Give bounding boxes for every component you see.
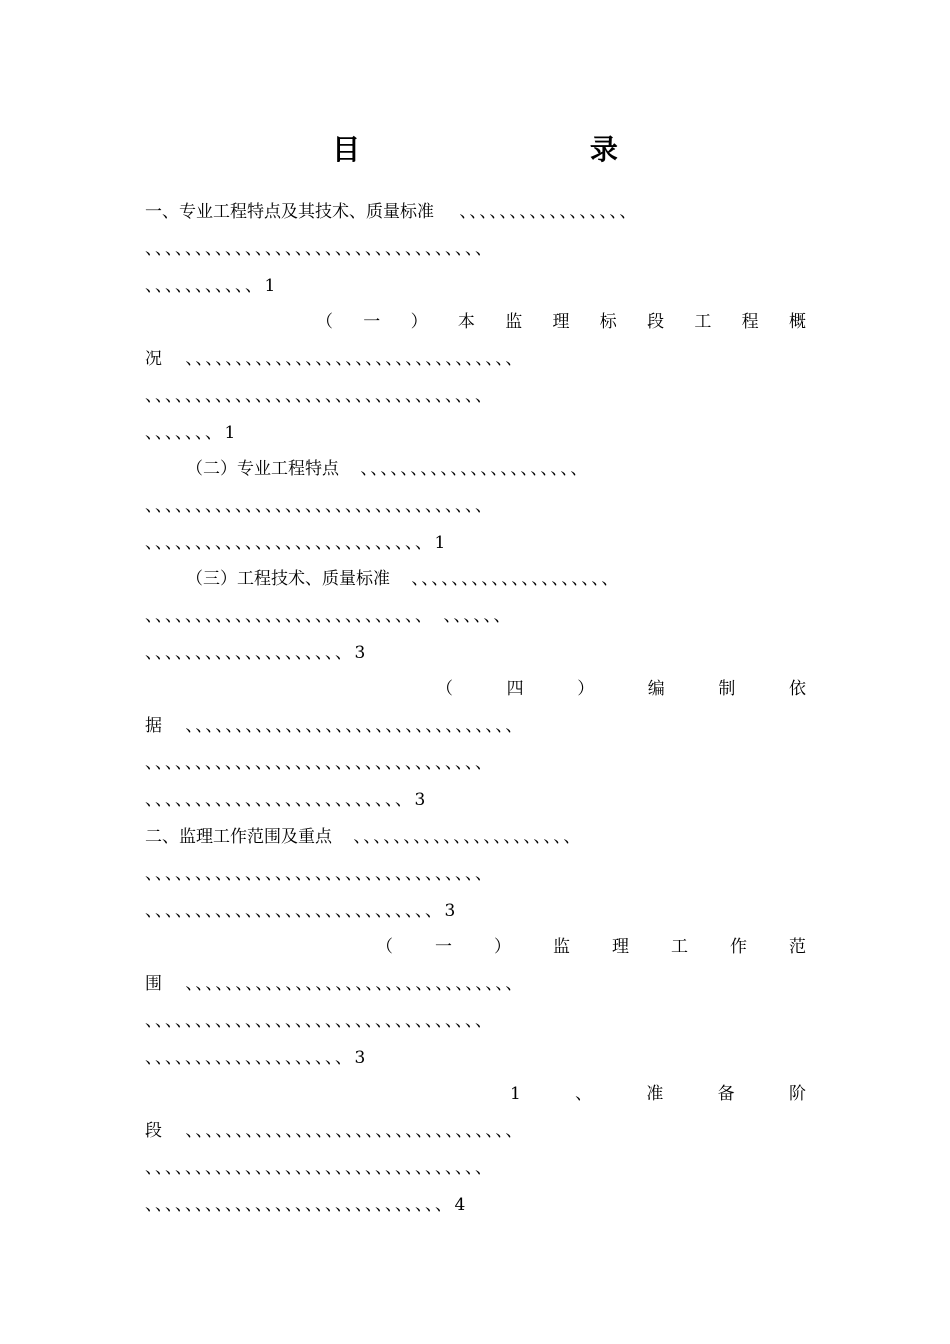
toc-entry-label: 二、监理工作范围及重点: [145, 827, 332, 847]
leader-dots: 、、、、、、、、、、、、、、、、、、、、: [145, 643, 354, 663]
toc-entry-char: 备: [717, 1084, 735, 1104]
toc-entry-char: 一: [435, 937, 452, 957]
toc-entry-justified: [510, 1076, 806, 1113]
toc-entry-char: 本: [457, 312, 475, 332]
toc-entry-char: （: [316, 312, 333, 332]
toc-entry-label: （三）工程技术、质量标准: [186, 569, 390, 589]
toc-entry-char: 工: [694, 312, 712, 332]
leader-dots: 、、、、、、、、、、、、、、、、、、、、、、: [353, 827, 582, 847]
leader-dots: 、、、、、、、、、、、、、、、、、、、、: [411, 569, 620, 589]
toc-entry-label: 据: [145, 716, 162, 736]
leader-dots: 、、、、、、、、、、、、、、、、、、、、、、、、、、: [145, 790, 414, 810]
page-number[interactable]: 3: [414, 790, 426, 810]
toc-entry-char: 概: [788, 312, 806, 332]
toc-entry-char: 范: [789, 937, 806, 957]
toc-entry-char: 、: [575, 1084, 593, 1104]
toc-line: [145, 782, 807, 819]
leader-dots: 、、、、、、、、、、、、、、、、、、、、、、、、、、、、、、、、、: [185, 1121, 524, 1141]
leader-dots: 、、、、、、、、、、、、、、、、、、、、、、、、、、、、、、、、、、: [145, 496, 494, 516]
toc-line: [145, 1187, 807, 1224]
toc-entry-char: 作: [730, 937, 747, 957]
toc-entry-label: 一、专业工程特点及其技术、质量标准: [145, 202, 434, 222]
toc-line: [145, 1003, 807, 1040]
toc-entry-char: ）: [494, 937, 511, 957]
toc-entry-label: 围: [145, 974, 162, 994]
toc-line: [145, 966, 807, 1003]
toc-entry-char: 标: [599, 312, 617, 332]
toc-entry-char: 工: [671, 937, 688, 957]
toc-line: [145, 268, 807, 305]
page-number[interactable]: 3: [354, 643, 366, 663]
toc-line: [145, 231, 807, 268]
toc-line: [145, 488, 807, 525]
leader-dots: 、、、、、、、、、、、、、、、、、: [459, 202, 638, 222]
leader-dots: 、、、、、、、、、、、、、、、、、、、、、、、、、、、、、、、、、: [185, 349, 524, 369]
leader-dots: 、、、、、、、、、、、、、、、、、、、、、、、、、、、、、、: [145, 1195, 454, 1215]
toc-entry-justified: [436, 671, 806, 708]
toc-entry-char: 阶: [788, 1084, 806, 1104]
toc-entry-char: 监: [553, 937, 570, 957]
toc-entry-char: 段: [647, 312, 665, 332]
toc-entry-label: 况: [145, 349, 162, 369]
toc-line: [145, 451, 807, 488]
toc-line: [145, 341, 807, 378]
leader-dots: 、、、、、、、、、、、、、、、、、、、、、、、、、、、、、、、、、: [185, 716, 524, 736]
toc-line: [145, 1150, 807, 1187]
leader-dots: 、、、、、、、、、、、、、、、、、、、、: [145, 1048, 354, 1068]
leader-dots: 、、、、、、、、、、、: [145, 276, 264, 296]
toc-line: [145, 893, 807, 930]
toc-entry-char: 制: [718, 679, 736, 699]
leader-dots: 、、、、、、、、、、、、、、、、、、、、、、、、、、、、、、、、、、: [145, 864, 494, 884]
toc-line: [145, 561, 807, 598]
toc-line: [145, 819, 807, 856]
leader-dots: 、、、、、、、、、、、、、、、、、、、、、、、、、、、、 、、、、、、: [145, 606, 512, 626]
toc-entry-char: 一: [363, 312, 381, 332]
toc-line: [145, 525, 807, 562]
toc-line: [145, 1040, 807, 1077]
toc-entry-char: 依: [788, 679, 806, 699]
toc-entry-label: 段: [145, 1121, 162, 1141]
toc-entry-char: （: [436, 679, 453, 699]
toc-line: [145, 708, 807, 745]
toc-entry-justified: [376, 929, 806, 966]
leader-dots: 、、、、、、、、、、、、、、、、、、、、、、、、、、、、、、、、、、: [145, 386, 494, 406]
leader-dots: 、、、、、、、、、、、、、、、、、、、、、、、、、、、、、、、、、、: [145, 1011, 494, 1031]
leader-dots: 、、、、、、、、、、、、、、、、、、、、、、、、、、、、: [145, 533, 434, 553]
page-number[interactable]: 1: [264, 276, 276, 296]
toc-entry-char: 编: [647, 679, 665, 699]
toc-entry-label: （二）专业工程特点: [186, 459, 339, 479]
leader-dots: 、、、、、、、: [145, 423, 224, 443]
page-number[interactable]: 3: [444, 901, 456, 921]
toc-line: [145, 415, 807, 452]
toc-line: [145, 598, 807, 635]
toc-entry-char: ）: [577, 679, 595, 699]
toc-line: [145, 1113, 807, 1150]
toc-line: [145, 378, 807, 415]
toc-entry-char: 程: [741, 312, 759, 332]
toc-line: [145, 194, 807, 231]
page-number[interactable]: 1: [434, 533, 446, 553]
page-number[interactable]: 3: [354, 1048, 366, 1068]
leader-dots: 、、、、、、、、、、、、、、、、、、、、、、、、、、、、、、、、、、: [145, 753, 494, 773]
toc-line: [145, 856, 807, 893]
toc-entry-char: 理: [612, 937, 629, 957]
toc-line: [145, 745, 807, 782]
toc-entry-char: ）: [410, 312, 428, 332]
toc-entry-char: 监: [505, 312, 523, 332]
toc-line: [145, 635, 807, 672]
leader-dots: 、、、、、、、、、、、、、、、、、、、、、、、、、、、、、、、、、: [185, 974, 524, 994]
page-number[interactable]: 1: [224, 423, 236, 443]
leader-dots: 、、、、、、、、、、、、、、、、、、、、、、: [360, 459, 589, 479]
toc-entry-char: 准: [646, 1084, 664, 1104]
toc-entry-char: 1: [510, 1084, 521, 1104]
toc-entry-char: 理: [552, 312, 570, 332]
toc-entry-char: （: [376, 937, 393, 957]
toc-entry-char: 四: [506, 679, 524, 699]
toc-title: 目 录: [332, 133, 728, 166]
leader-dots: 、、、、、、、、、、、、、、、、、、、、、、、、、、、、、: [145, 901, 444, 921]
leader-dots: 、、、、、、、、、、、、、、、、、、、、、、、、、、、、、、、、、、: [145, 1158, 494, 1178]
page-number[interactable]: 4: [454, 1195, 466, 1215]
leader-dots: 、、、、、、、、、、、、、、、、、、、、、、、、、、、、、、、、、、: [145, 239, 494, 259]
toc-entry-justified: [316, 304, 806, 341]
